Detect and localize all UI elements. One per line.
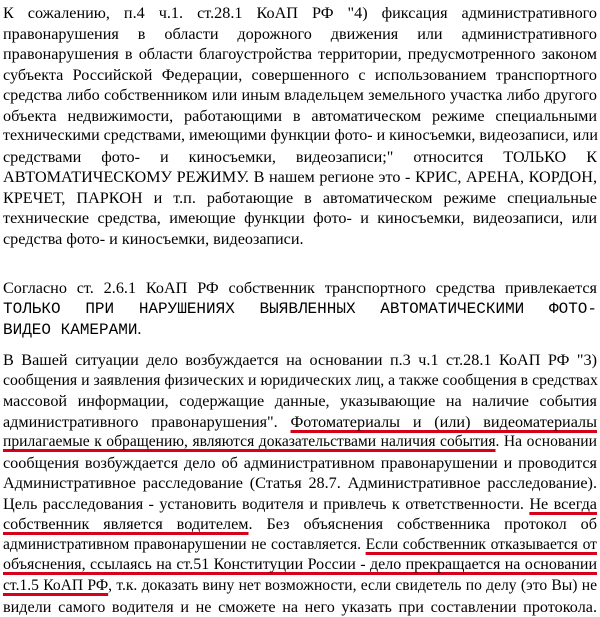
text-line: К сожалению, п.4 ч.1. ст.28.1 КоАП РФ "4) фиксация административного bbox=[3, 4, 597, 22]
caps-emphasis-line: ТОЛЬКО ПРИ НАРУШЕНИЯХ ВЫЯВЛЕННЫХ АВТОМАТИЧЕСКИМИ ФОТО- bbox=[3, 299, 597, 318]
text-line: АВТОМАТИЧЕСКОМУ РЕЖИМУ. В нашем регионе это - КРИС, АРЕНА, КОРДОН, bbox=[3, 168, 597, 187]
paragraph-koap-2-6-1 bbox=[3, 278, 597, 338]
text-line: средства либо собственником или иным владельцем земельного участка либо другого bbox=[3, 86, 597, 105]
text-line bbox=[3, 576, 597, 597]
underlined-phrase: Не всегда bbox=[529, 494, 597, 513]
text-line: средства фото- и киносъемки, видеозаписи. bbox=[3, 230, 304, 249]
text-line: субъекта Российской Федерации, совершенного с использованием транспортного bbox=[3, 65, 597, 84]
text-fragment: административном правонарушении не составляется. bbox=[3, 535, 366, 553]
text-line: сообщения возбуждается дело об административном правонарушении и проводится bbox=[3, 453, 597, 472]
text-line: В Вашей ситуации дело возбуждается на основании п.3 ч.1 ст.28.1 КоАП РФ "3) bbox=[3, 351, 597, 369]
text-line: видели самого водителя и не сможете на него указать при составлении протокола. bbox=[3, 597, 597, 616]
text-line: правонарушения в области благоустройства территории, предусмотренного законом bbox=[3, 45, 597, 64]
text-fragment: , т.к. доказать вину нет возможности, если свидетель по делу (это Вы) не bbox=[108, 577, 597, 595]
text-line: массовой информации, содержащие данные, указывающие на наличие события bbox=[3, 392, 597, 411]
text-line: технические средства, имеющие функции фото- и киносъемки, видеозаписи, или bbox=[3, 209, 597, 228]
text-line: объекта недвижимости, работающими в автоматическом режиме специальными bbox=[3, 106, 597, 125]
period: . bbox=[137, 320, 142, 339]
text-line: правонарушения в области дорожного движения или административного bbox=[3, 24, 597, 43]
text-fragment: . Без объяснения собственника протокол об bbox=[248, 515, 597, 534]
text-line: Согласно ст. 2.6.1 КоАП РФ собственник транспортного средства привлекается bbox=[3, 279, 597, 297]
text-line: Административное расследование (Статья 28.7. Административное расследование). bbox=[3, 474, 597, 493]
text-line bbox=[3, 494, 597, 515]
text-fragment: Цель расследования - установить водителя и привлечь к ответственности. bbox=[3, 494, 530, 513]
caps-emphasis-line bbox=[3, 319, 597, 340]
text-line bbox=[3, 514, 597, 535]
text-line: сообщения и заявления физических и юридических лиц, а также сообщения в средствах bbox=[3, 371, 598, 389]
text-line bbox=[3, 412, 597, 433]
underlined-phrase: Фотоматериалы и (или) видеоматериалы bbox=[290, 412, 597, 431]
underlined-phrase: ст.1.5 КоАП РФ bbox=[3, 577, 109, 595]
paragraph-koap-28-1-p3 bbox=[3, 350, 597, 617]
underlined-phrase: объяснения, ссылаясь на ст.51 Конституции России - дело прекращается на основании bbox=[3, 556, 597, 574]
paragraph-koap-28-1-p4 bbox=[3, 3, 597, 248]
underlined-phrase: Если собственник отказывается от bbox=[365, 535, 597, 553]
text-line: техническими средствами, имеющими функции фото- и киносъемки, видеозаписи, или bbox=[3, 127, 598, 145]
text-line bbox=[3, 535, 597, 556]
text-fragment: административного правонарушения". bbox=[3, 412, 291, 431]
text-line: КРЕЧЕТ, ПАРКОН и т.п. работающие в автоматическом режиме специальные bbox=[3, 188, 597, 207]
underlined-phrase: собственник является водителем bbox=[3, 515, 249, 534]
text-line bbox=[3, 432, 597, 453]
text-line bbox=[3, 555, 597, 576]
document-page bbox=[3, 3, 597, 617]
text-fragment: . На основании bbox=[495, 433, 597, 451]
caps-emphasis-text: ВИДЕО КАМЕРАМИ bbox=[3, 321, 138, 340]
text-line: средствами фото- и киносъемки, видеозаписи;" относится ТОЛЬКО К bbox=[3, 147, 597, 166]
underlined-phrase: прилагаемые к обращению, являются доказательствами наличия события bbox=[3, 433, 496, 451]
